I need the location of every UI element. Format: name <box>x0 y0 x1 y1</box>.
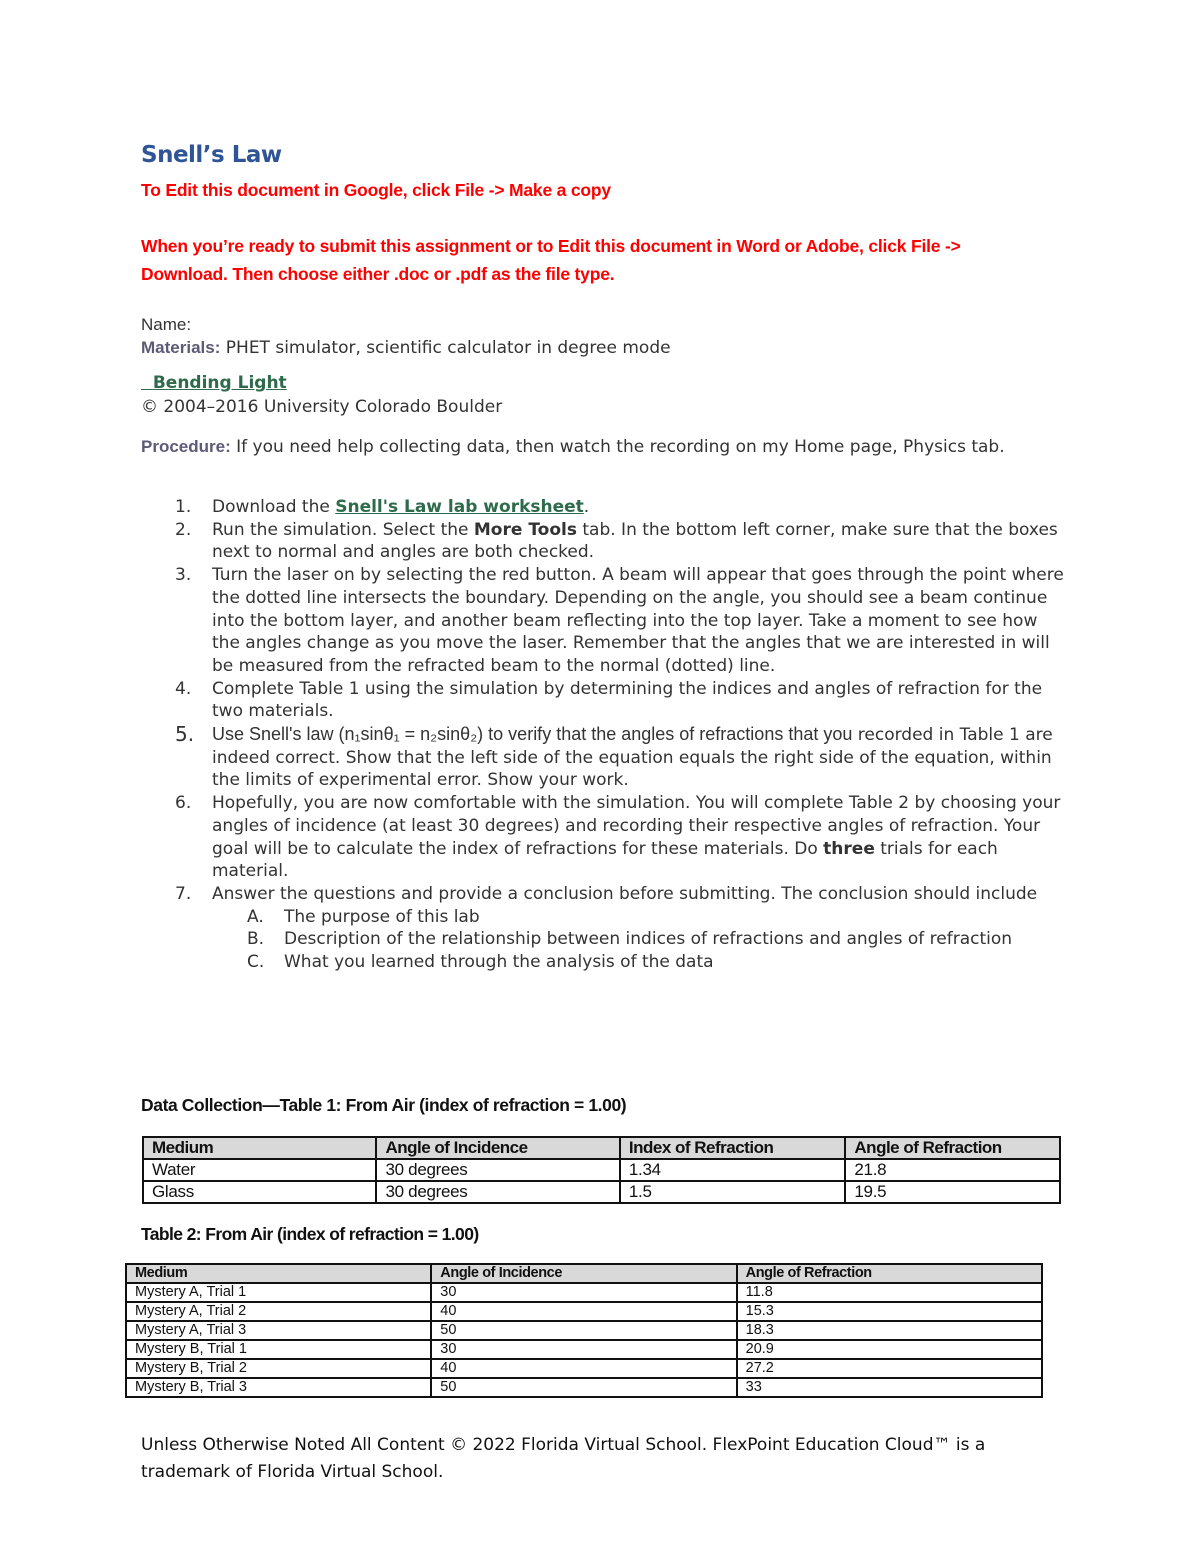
table-cell[interactable]: Mystery B, Trial 1 <box>126 1340 431 1359</box>
worksheet-link[interactable]: Snell's Law lab worksheet <box>335 497 584 517</box>
name-label: Name: <box>141 315 192 334</box>
three-label: three <box>823 838 875 859</box>
step-text-end: . <box>583 497 590 517</box>
table-cell[interactable]: 1.34 <box>620 1159 846 1181</box>
page-title: Snell’s Law <box>141 142 282 168</box>
conclusion-substeps <box>212 906 1065 974</box>
table-cell[interactable]: 19.5 <box>845 1181 1060 1203</box>
bending-light-link-label: Bending Light <box>152 373 287 393</box>
table-row <box>126 1302 1042 1321</box>
table-cell[interactable]: 40 <box>431 1359 736 1378</box>
table-cell[interactable]: 20.9 <box>737 1340 1042 1359</box>
table-cell[interactable]: Mystery A, Trial 2 <box>126 1302 431 1321</box>
table-cell[interactable]: 27.2 <box>737 1359 1042 1378</box>
bending-light-link-prefix <box>141 373 153 393</box>
materials-line <box>141 338 671 358</box>
step-text-end: tab. In the bottom left corner, make sure that the boxes next to normal and angles are both checked. <box>212 519 1058 563</box>
footer-notice: Unless Otherwise Noted All Content © 2022 Florida Virtual School. FlexPoint Education Cloud™ is a trademark of Florida Virtual School. <box>141 1435 986 1482</box>
table-cell[interactable]: 18.3 <box>737 1321 1042 1340</box>
edit-instruction: To Edit this document in Google, click File -> Make a copy <box>141 180 611 200</box>
column-header: Angle of Incidence <box>376 1137 619 1159</box>
step-text: Use Snell's law (n₁sinθ₁ = n₂sinθ₂) to verify that the angles of refractions that you <box>212 724 853 745</box>
step-text: Hopefully, you are now comfortable with the simulation. You will complete Table 2 by choosing your angles of incidence (at least 30 degrees) and recording their respective angles of refraction. Your goal will be to calculate the index of refractions for these materials. Do <box>212 793 1061 859</box>
step-number: 4. <box>175 678 192 699</box>
column-header: Angle of Incidence <box>431 1264 736 1283</box>
table-row <box>126 1340 1042 1359</box>
table-row <box>143 1159 1060 1181</box>
table-cell[interactable]: 30 <box>431 1283 736 1302</box>
table-cell[interactable]: 30 degrees <box>376 1181 619 1203</box>
data-table-1 <box>142 1136 1061 1204</box>
step-text-end: recorded in Table 1 are indeed correct. Show that the left side of the equation equals the right side of the equation, within the limits of experimental error. Show your work. <box>212 725 1053 791</box>
step-text: Answer the questions and provide a conclusion before submitting. The conclusion should include <box>212 883 1038 904</box>
table-cell[interactable]: Mystery B, Trial 2 <box>126 1359 431 1378</box>
procedure-steps <box>175 496 1065 974</box>
column-header: Medium <box>143 1137 376 1159</box>
step-item <box>175 883 1065 974</box>
step-number: 3. <box>175 565 192 586</box>
table-cell[interactable]: 50 <box>431 1321 736 1340</box>
table-cell[interactable]: 1.5 <box>620 1181 846 1203</box>
substep-text: The purpose of this lab <box>284 906 480 927</box>
table-row <box>126 1321 1042 1340</box>
table-cell[interactable]: 50 <box>431 1378 736 1397</box>
step-text: Run the simulation. Select the <box>212 519 474 540</box>
step-number: 1. <box>175 497 192 517</box>
step-item <box>175 723 1065 792</box>
step-number: 7. <box>175 883 192 904</box>
table-cell[interactable]: 40 <box>431 1302 736 1321</box>
column-header: Angle of Refraction <box>845 1137 1060 1159</box>
data-table-2 <box>125 1263 1043 1398</box>
table-header-row <box>126 1264 1042 1283</box>
step-text: Turn the laser on by selecting the red button. A beam will appear that goes through the point where the dotted line intersects the boundary. Depending on the angle, you should see a beam continue into the bottom layer, and another beam reflecting into the top layer. Take a moment to see how the angles change as you move the laser. Remember that the angles that we are interested in will be measured from the refracted beam to the normal (dotted) line. <box>212 565 1064 676</box>
substep-text: Description of the relationship between indices of refractions and angles of refraction <box>284 929 1013 950</box>
step-item <box>175 519 1065 564</box>
bending-light-link[interactable] <box>141 373 287 393</box>
materials-text: PHET simulator, scientific calculator in degree mode <box>220 338 671 358</box>
table-cell[interactable]: Mystery B, Trial 3 <box>126 1378 431 1397</box>
step-item <box>175 564 1065 678</box>
step-item <box>175 496 1065 519</box>
step-number: 2. <box>175 519 192 540</box>
column-header: Index of Refraction <box>620 1137 846 1159</box>
procedure-label: Procedure: <box>141 437 231 456</box>
submit-instruction: When you’re ready to submit this assignment or to Edit this document in Word or Adobe, click File -> Download. Then choose either .doc or .pdf as the file type. <box>141 236 961 284</box>
substep-item <box>247 951 1065 974</box>
table-cell[interactable]: Water <box>143 1159 376 1181</box>
more-tools-label: More Tools <box>473 519 577 540</box>
procedure-text: If you need help collecting data, then watch the recording on my Home page, Physics tab. <box>230 437 1005 457</box>
substep-item <box>247 906 1065 929</box>
table-row <box>126 1359 1042 1378</box>
table1-caption: Data Collection—Table 1: From Air (index of refraction = 1.00) <box>141 1095 627 1115</box>
table-cell[interactable]: 33 <box>737 1378 1042 1397</box>
materials-label: Materials: <box>141 338 221 357</box>
column-header: Medium <box>126 1264 431 1283</box>
step-text: Complete Table 1 using the simulation by determining the indices and angles of refraction for the two materials. <box>212 678 1043 722</box>
procedure-paragraph <box>141 435 1061 459</box>
step-item <box>175 678 1065 723</box>
table-cell[interactable]: 21.8 <box>845 1159 1060 1181</box>
substep-letter: B. <box>247 929 265 950</box>
table-cell[interactable]: 30 degrees <box>376 1159 619 1181</box>
table-row <box>126 1283 1042 1302</box>
step-number: 6. <box>175 793 192 814</box>
table-header-row <box>143 1137 1060 1159</box>
table-cell[interactable]: 15.3 <box>737 1302 1042 1321</box>
table-cell[interactable]: 30 <box>431 1340 736 1359</box>
copyright-line: © 2004–2016 University Colorado Boulder <box>141 397 503 417</box>
table-cell[interactable]: Mystery A, Trial 1 <box>126 1283 431 1302</box>
substep-item <box>247 928 1065 951</box>
table2-caption: Table 2: From Air (index of refraction = 1.00) <box>141 1224 479 1244</box>
step-number: 5. <box>175 722 195 747</box>
substep-text: What you learned through the analysis of the data <box>284 952 714 973</box>
substep-letter: C. <box>247 952 265 973</box>
column-header: Angle of Refraction <box>737 1264 1042 1283</box>
table-cell[interactable]: 11.8 <box>737 1283 1042 1302</box>
step-text-end: trials for each material. <box>212 838 998 882</box>
substep-letter: A. <box>247 906 264 927</box>
table-cell[interactable]: Glass <box>143 1181 376 1203</box>
step-item <box>175 792 1065 883</box>
step-text: Download the <box>212 497 336 517</box>
table-row <box>143 1181 1060 1203</box>
table-row <box>126 1378 1042 1397</box>
table-cell[interactable]: Mystery A, Trial 3 <box>126 1321 431 1340</box>
